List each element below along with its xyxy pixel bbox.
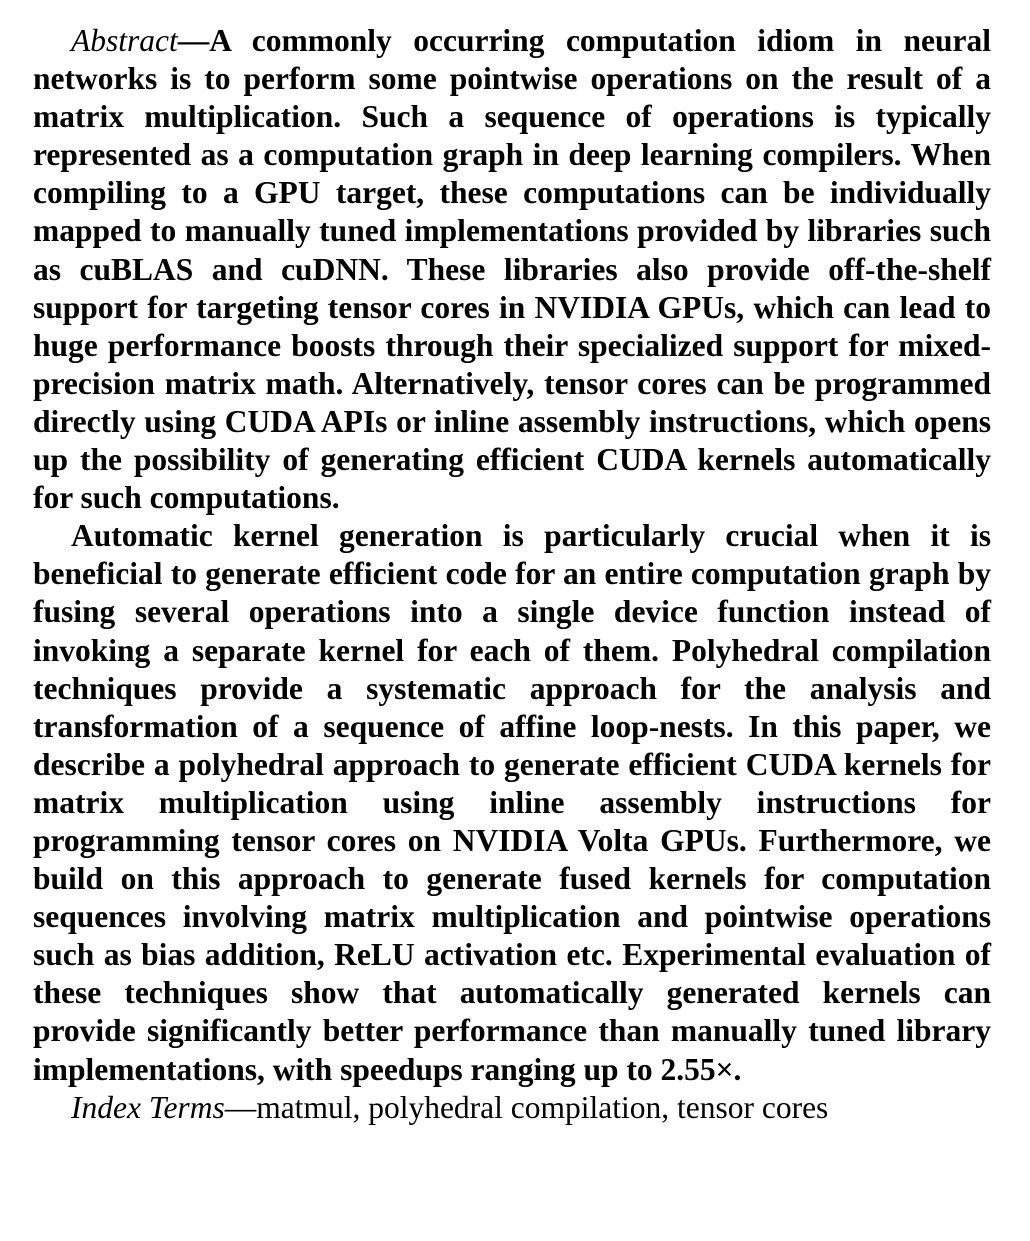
index-terms-label: Index Terms — [71, 1089, 225, 1125]
abstract-text: A commonly occurring computation idiom in neural networks is to perform some pointwise operations on the result of a matrix multiplication. Such a sequence of operations is typically represented as a computation graph in deep learning compilers. When compiling to a GPU target, these computations can be individually mapped to manually tuned implementations provided by libraries such as cuBLAS and cuDNN. These libraries also provide off-the-shelf support for targeting tensor cores in NVIDIA GPUs, which can lead to huge performance boosts through their specialized support for mixed-precision matrix math. Alternatively, tensor cores can be programmed directly using CUDA APIs or inline assembly instructions, which opens up the possibility of generating efficient CUDA kernels automatically for such computations. — [33, 23, 991, 516]
index-terms — [33, 1089, 991, 1127]
abstract-paragraph-1 — [33, 22, 991, 517]
index-terms-dash: — — [224, 1089, 257, 1125]
abstract-section — [33, 22, 991, 1127]
index-terms-text: matmul, polyhedral compilation, tensor cores — [256, 1089, 829, 1125]
abstract-label: Abstract — [71, 23, 178, 58]
abstract-paragraph-2: Automatic kernel generation is particularly crucial when it is beneficial to generate efficient code for an entire computation graph by fusing several operations into a single device function instead of invoking a separate kernel for each of them. Polyhedral compilation techniques provide a systematic approach for the analysis and transformation of a sequence of affine loop-nests. In this paper, we describe a polyhedral approach to generate efficient CUDA kernels for matrix multiplication using inline assembly instructions for programming tensor cores on NVIDIA Volta GPUs. Furthermore, we build on this approach to generate fused kernels for computation sequences involving matrix multiplication and pointwise operations such as bias addition, ReLU activation etc. Experimental evaluation of these techniques show that automatically generated kernels can provide significantly better performance than manually tuned library implementations, with speedups ranging up to 2.55×. — [33, 518, 991, 1087]
abstract-dash: — — [177, 23, 210, 58]
